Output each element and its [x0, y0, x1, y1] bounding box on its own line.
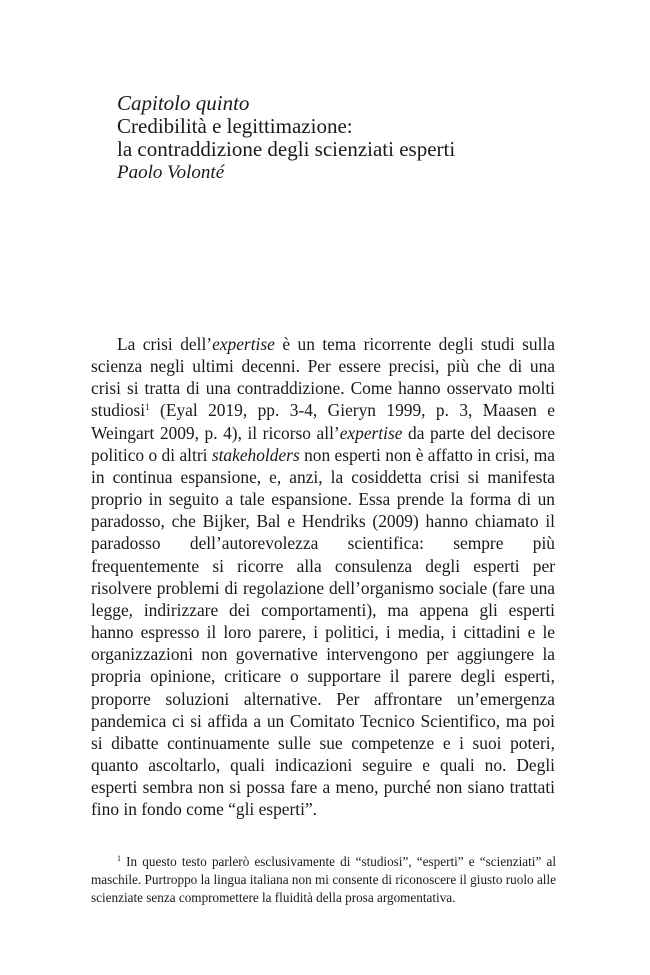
chapter-title-line-1: Credibilità e legittimazione:: [117, 114, 353, 138]
body-emphasis: expertise: [212, 334, 275, 354]
chapter-heading: [117, 92, 577, 184]
body-text-segment: (Eyal 2019, pp. 3-4, Gieryn 1999, p. 3, Maasen e Weingart 2009, p. 4), il ricorso all’: [91, 400, 555, 443]
footnote-marker: 1: [117, 854, 121, 863]
body-text-segment: La crisi dell’: [117, 334, 213, 354]
chapter-author: Paolo Volonté: [117, 162, 225, 183]
body-text-segment: non esperti non è affatto in crisi, ma in continua espansione, e, anzi, la cosiddetta crisi si manifesta proprio in seguito a tale espansione. Essa prende la forma di un paradosso, che Bijker, Bal e Hendriks (2009) hanno chiamato il paradosso dell’autorevolezza scientifica: sempre più frequentemente si ricorre alla consulenza degli esperti per risolvere problemi di regolazione dell’organismo sociale (fare una legge, indirizzare dei comportamenti), ma appena gli esperti hanno espresso il loro parere, i politici, i media, i cittadini e le organizzazioni non governative intervengono per aggiungere la propria opinione, criticare o supportare il parere degli esperti, proporre soluzioni alternative. Per affrontare un’emergenza pandemica ci si affida a un Comitato Tecnico Scientifico, ma poi si dibatte continuamente sulle sue competenze e i suoi poteri, quanto ascoltarlo, quali indicazioni seguire e quali no. Degli esperti sembra non si possa fare a meno, purché non siano trattati fino in fondo come “gli esperti”.: [91, 444, 555, 820]
body-text-segment: da parte del decisore politico o di altri: [91, 422, 555, 465]
body-text-segment: è un tema ricorrente degli studi sulla scienza negli ultimi decenni. Per essere precisi, più che di una crisi si tratta di una contraddizione. Come hanno osservato molti studiosi: [91, 334, 555, 421]
chapter-label: Capitolo quinto: [117, 91, 250, 115]
chapter-title-line-2: la contraddizione degli scienziati esperti: [117, 137, 456, 161]
footnote-reference[interactable]: 1: [145, 402, 150, 413]
body-paragraph: [91, 333, 555, 820]
body-emphasis: stakeholders: [211, 444, 300, 465]
footnote: [91, 853, 556, 907]
footnote-text: In questo testo parlerò esclusivamente di “studiosi”, “esperti” e “scienziati” al maschile. Purtroppo la lingua italiana non mi consente di riconoscere il giusto ruolo alle scienziate senza compromettere la fluidità della prosa argomentativa.: [91, 854, 556, 905]
body-emphasis: expertise: [339, 422, 403, 443]
